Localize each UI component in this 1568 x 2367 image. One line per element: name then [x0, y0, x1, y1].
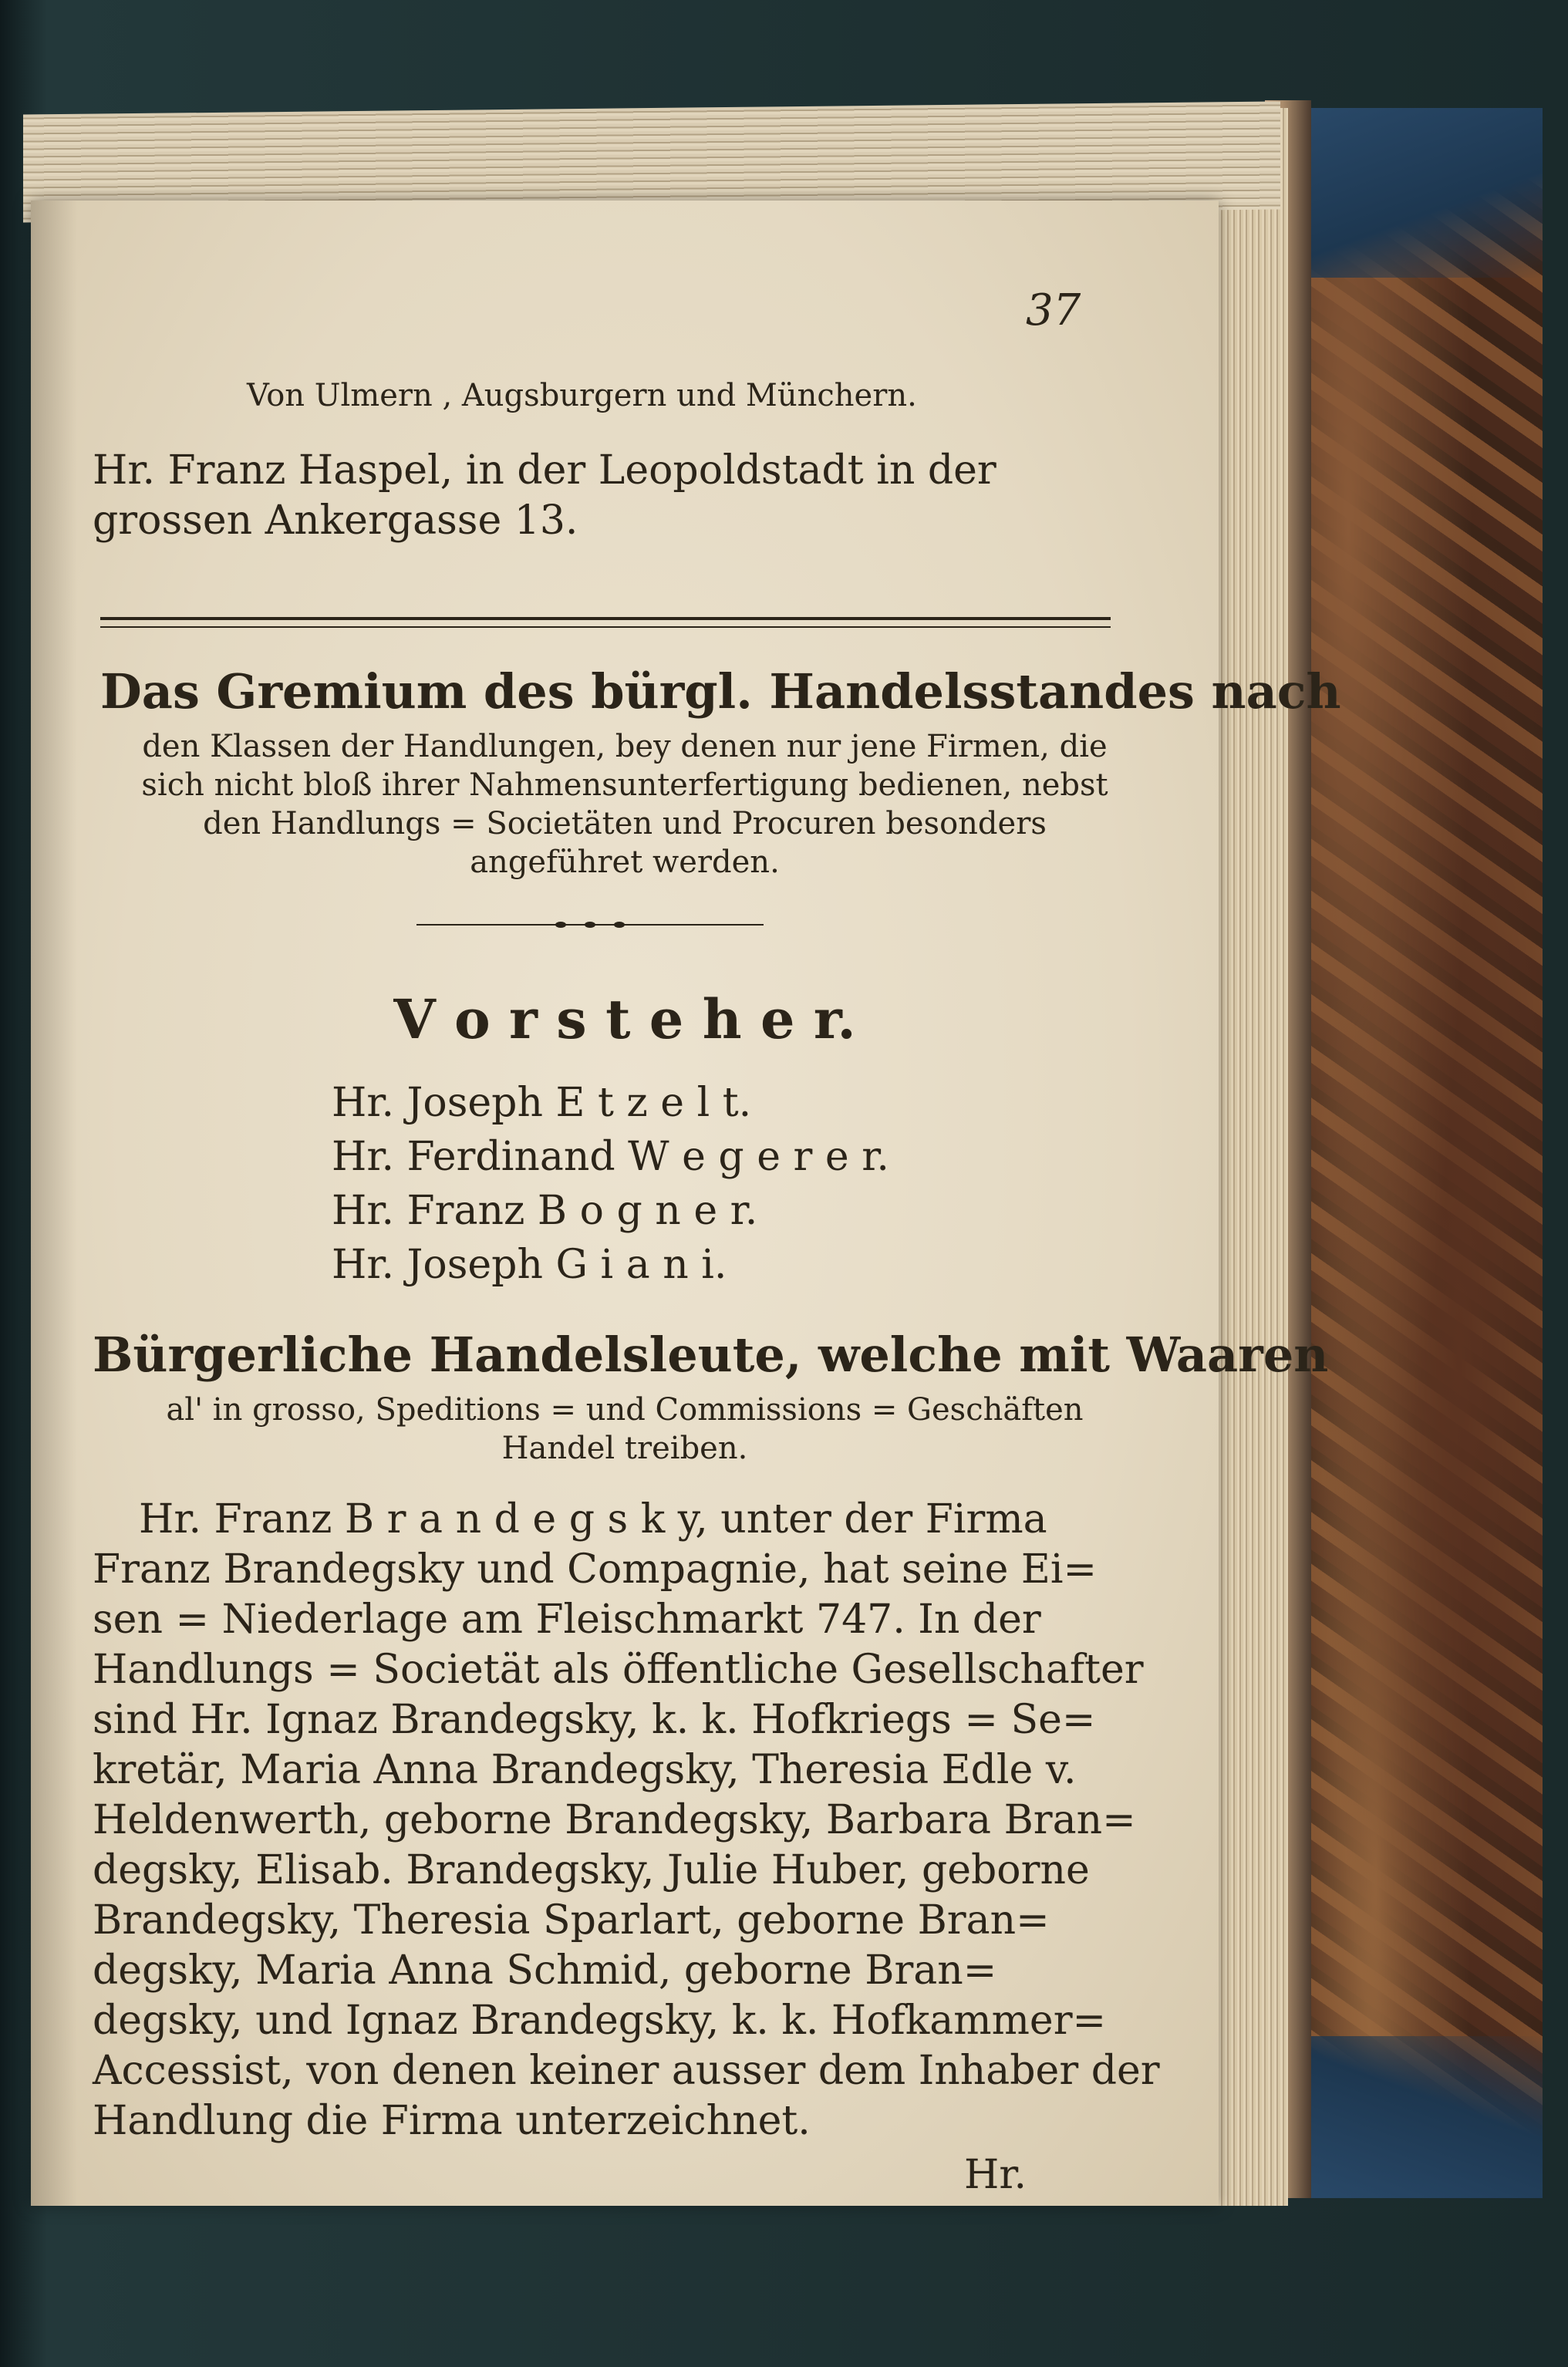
cover-corner-bottom: [1280, 2036, 1543, 2198]
ornament-divider: [416, 922, 764, 928]
body-line: Accessist, von denen keiner ausser dem Inhaber der: [93, 2048, 1160, 2094]
intro-line: grossen Ankergasse 13.: [93, 497, 578, 544]
body-line: sen = Niederlage am Fleischmarkt 747. In der: [93, 1597, 1041, 1643]
body-line: kretär, Maria Anna Brandegsky, Theresia Edle v.: [93, 1747, 1077, 1793]
body-line: degsky, und Ignaz Brandegsky, k. k. Hofkammer=: [93, 1998, 1107, 2044]
body-line: degsky, Elisab. Brandegsky, Julie Huber, geborne: [93, 1847, 1090, 1893]
section-subtitle-line: den Klassen der Handlungen, bey denen nur jene Firmen, die: [142, 729, 1108, 764]
body-line: Heldenwerth, geborne Brandegsky, Barbara Bran=: [93, 1797, 1136, 1843]
group-subtitle-line: al' in grosso, Speditions = und Commissions = Geschäften: [166, 1392, 1084, 1428]
running-line: Von Ulmern , Augsburgern und Münchern.: [247, 378, 917, 413]
page-stack-edge: [1219, 108, 1288, 2206]
double-rule-bottom: [100, 626, 1111, 628]
vorsteher-entry: Hr. Joseph G i a n i.: [332, 1242, 727, 1288]
section-subtitle-line: angeführet werden.: [470, 845, 780, 880]
body-line: degsky, Maria Anna Schmid, geborne Bran=: [93, 1947, 997, 1994]
vorsteher-entry: Hr. Franz B o g n e r.: [332, 1188, 758, 1234]
section-title: Das Gremium des bürgl. Handelsstandes nach: [100, 663, 1341, 720]
intro-line: Hr. Franz Haspel, in der Leopoldstadt in der: [93, 447, 996, 494]
gutter-shadow: [31, 201, 77, 2206]
vorsteher-heading: V o r s t e h e r.: [393, 987, 856, 1051]
page-number: 37: [1026, 285, 1081, 335]
body-line: sind Hr. Ignaz Brandegsky, k. k. Hofkriegs = Se=: [93, 1697, 1096, 1743]
book-page: [31, 201, 1341, 2206]
body-line: Handlung die Firma unterzeichnet.: [93, 2098, 811, 2144]
body-line: Hr. Franz B r a n d e g s k y, unter der Firma: [139, 1496, 1047, 1543]
group-subtitle-line: Handel treiben.: [501, 1431, 748, 1466]
vorsteher-entry: Hr. Ferdinand W e g e r e r.: [332, 1134, 889, 1180]
group-title: Bürgerliche Handelsleute, welche mit Waaren: [93, 1327, 1329, 1383]
body-line: Handlungs = Societät als öffentliche Gesellschafter: [93, 1647, 1144, 1693]
section-subtitle-line: sich nicht bloß ihrer Nahmensunterfertigung bedienen, nebst: [141, 767, 1108, 803]
cover-corner-top: [1280, 108, 1543, 278]
body-line: Franz Brandegsky und Compagnie, hat seine Ei=: [93, 1546, 1098, 1593]
catchword: Hr.: [964, 2152, 1027, 2198]
body-line: Brandegsky, Theresia Sparlart, geborne Bran=: [93, 1897, 1050, 1944]
double-rule-top: [100, 617, 1111, 620]
section-subtitle-line: den Handlungs = Societäten und Procuren besonders: [203, 806, 1047, 841]
vorsteher-entry: Hr. Joseph E t z e l t.: [332, 1080, 752, 1126]
